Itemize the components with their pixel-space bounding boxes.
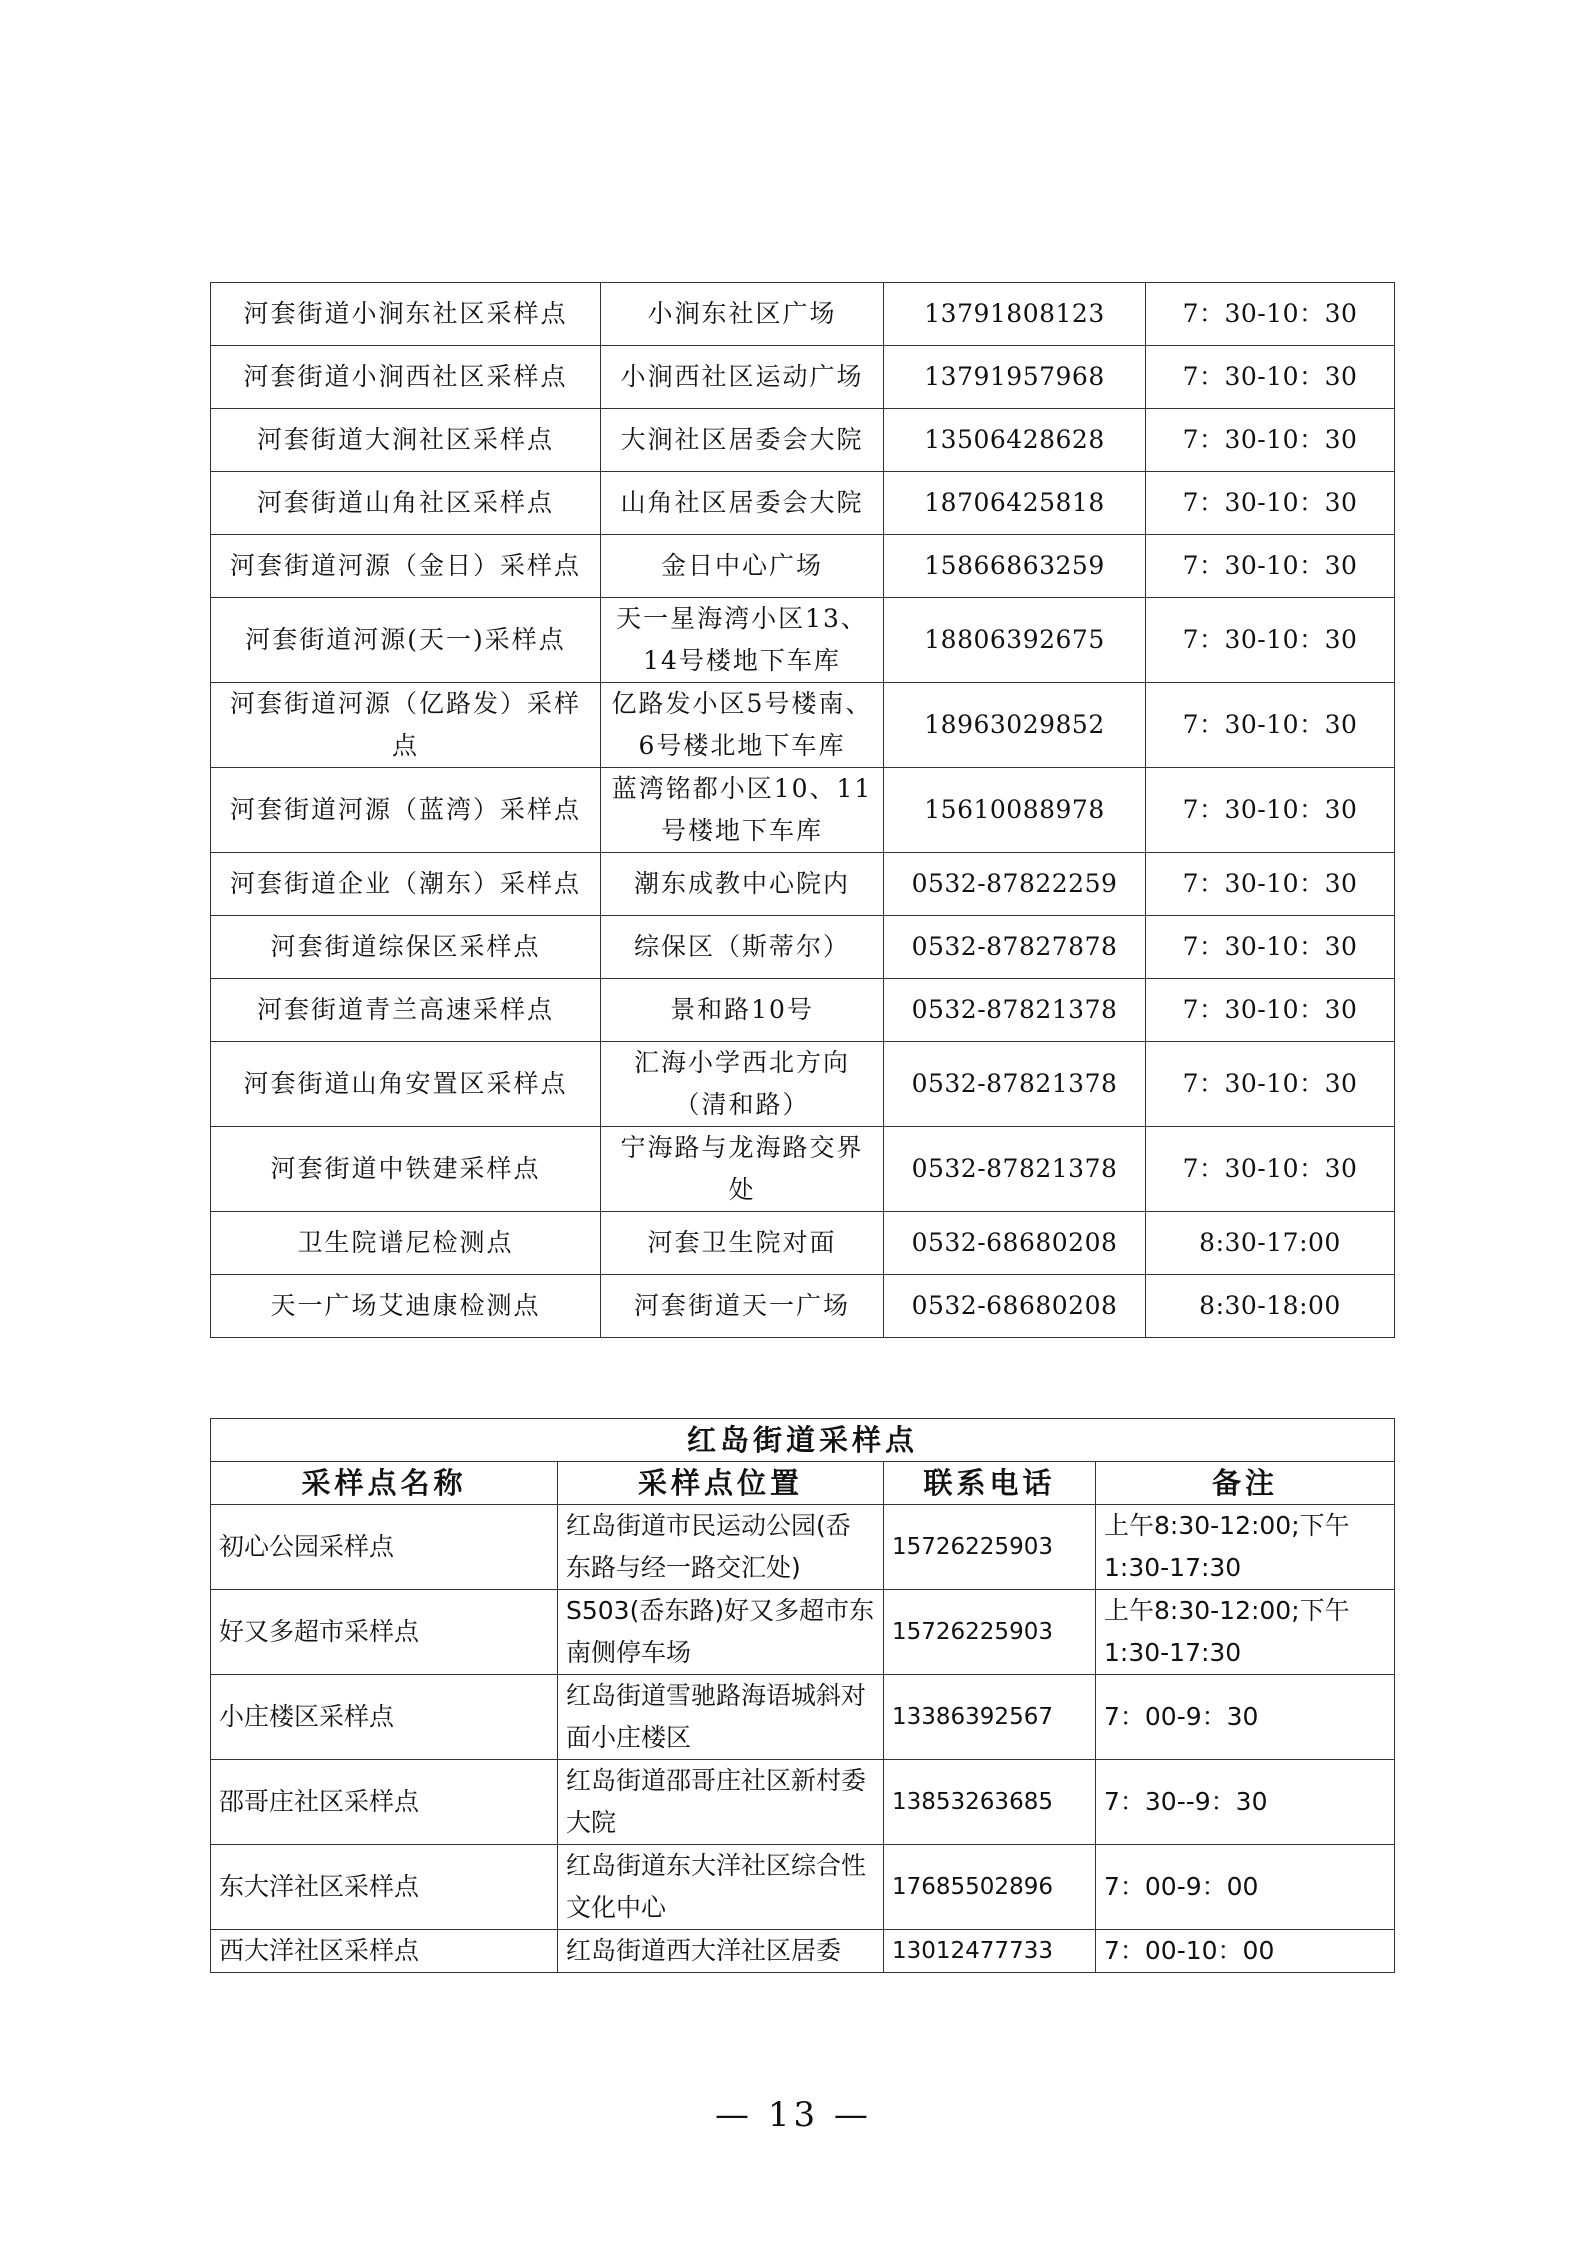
site-phone: 15866863259 (884, 535, 1146, 598)
table-row (211, 1845, 1395, 1930)
site-phone: 13791808123 (884, 283, 1146, 346)
site-location: 河套卫生院对面 (601, 1212, 884, 1275)
table-row (211, 1505, 1395, 1590)
site-phone: 0532-87821378 (884, 979, 1146, 1042)
site-name: 河套街道山角安置区采样点 (211, 1042, 601, 1127)
site-phone: 15726225903 (884, 1590, 1096, 1675)
site-name: 初心公园采样点 (211, 1505, 558, 1590)
site-phone: 17685502896 (884, 1845, 1096, 1930)
table-row (211, 346, 1395, 409)
table-title-row (211, 1419, 1395, 1462)
site-time: 8:30-17:00 (1146, 1212, 1395, 1275)
site-name: 河套街道小涧东社区采样点 (211, 283, 601, 346)
table-row (211, 683, 1395, 768)
site-location: 红岛街道西大洋社区居委 (558, 1930, 884, 1973)
site-name: 天一广场艾迪康检测点 (211, 1275, 601, 1338)
site-location: 山角社区居委会大院 (601, 472, 884, 535)
site-phone: 15610088978 (884, 768, 1146, 853)
site-name: 西大洋社区采样点 (211, 1930, 558, 1973)
site-time: 7：30-10：30 (1146, 409, 1395, 472)
site-phone: 15726225903 (884, 1505, 1096, 1590)
table-row (211, 598, 1395, 683)
site-time: 7：30-10：30 (1146, 346, 1395, 409)
header-location: 采样点位置 (558, 1462, 884, 1505)
site-name: 邵哥庄社区采样点 (211, 1760, 558, 1845)
table-header-row (211, 1462, 1395, 1505)
site-time: 7：30-10：30 (1146, 979, 1395, 1042)
table-row (211, 409, 1395, 472)
site-location: 红岛街道市民运动公园(岙东路与经一路交汇处) (558, 1505, 884, 1590)
hetao-sampling-table (210, 282, 1395, 1338)
site-location: 亿路发小区5号楼南、6号楼北地下车库 (601, 683, 884, 768)
site-phone: 0532-87827878 (884, 916, 1146, 979)
site-location: 蓝湾铭都小区10、11号楼地下车库 (601, 768, 884, 853)
site-name: 河套街道河源(天一)采样点 (211, 598, 601, 683)
table-row (211, 1590, 1395, 1675)
site-phone: 18806392675 (884, 598, 1146, 683)
site-name: 河套街道河源（金日）采样点 (211, 535, 601, 598)
table-row (211, 283, 1395, 346)
site-phone: 0532-87821378 (884, 1127, 1146, 1212)
site-phone: 13853263685 (884, 1760, 1096, 1845)
table-row (211, 979, 1395, 1042)
site-location: 天一星海湾小区13、14号楼地下车库 (601, 598, 884, 683)
header-phone: 联系电话 (884, 1462, 1096, 1505)
site-name: 河套街道综保区采样点 (211, 916, 601, 979)
table-row (211, 535, 1395, 598)
table-title: 红岛街道采样点 (211, 1419, 1395, 1462)
table-row (211, 1275, 1395, 1338)
header-name: 采样点名称 (211, 1462, 558, 1505)
site-name: 河套街道山角社区采样点 (211, 472, 601, 535)
site-name: 东大洋社区采样点 (211, 1845, 558, 1930)
site-name: 河套街道河源（蓝湾）采样点 (211, 768, 601, 853)
site-name: 河套街道小涧西社区采样点 (211, 346, 601, 409)
site-name: 河套街道中铁建采样点 (211, 1127, 601, 1212)
site-phone: 0532-87821378 (884, 1042, 1146, 1127)
site-name: 小庄楼区采样点 (211, 1675, 558, 1760)
table-row (211, 768, 1395, 853)
site-phone: 18963029852 (884, 683, 1146, 768)
site-time: 7：30-10：30 (1146, 768, 1395, 853)
site-name: 好又多超市采样点 (211, 1590, 558, 1675)
site-time: 7：30-10：30 (1146, 916, 1395, 979)
hongdao-sampling-table (210, 1418, 1395, 1973)
site-location: 金日中心广场 (601, 535, 884, 598)
site-location: S503(岙东路)好又多超市东南侧停车场 (558, 1590, 884, 1675)
site-location: 红岛街道雪驰路海语城斜对面小庄楼区 (558, 1675, 884, 1760)
site-location: 小涧东社区广场 (601, 283, 884, 346)
table-row (211, 472, 1395, 535)
site-phone: 13386392567 (884, 1675, 1096, 1760)
site-note: 7：00-9：00 (1096, 1845, 1395, 1930)
site-time: 7：30-10：30 (1146, 283, 1395, 346)
site-location: 红岛街道邵哥庄社区新村委大院 (558, 1760, 884, 1845)
site-phone: 13506428628 (884, 409, 1146, 472)
site-name: 卫生院谱尼检测点 (211, 1212, 601, 1275)
table-row (211, 1212, 1395, 1275)
table-row (211, 1930, 1395, 1973)
site-location: 大涧社区居委会大院 (601, 409, 884, 472)
site-location: 综保区（斯蒂尔） (601, 916, 884, 979)
table-row (211, 1042, 1395, 1127)
table-row (211, 1127, 1395, 1212)
site-phone: 13012477733 (884, 1930, 1096, 1973)
site-location: 河套街道天一广场 (601, 1275, 884, 1338)
site-phone: 18706425818 (884, 472, 1146, 535)
table-row (211, 853, 1395, 916)
site-time: 7：30-10：30 (1146, 1127, 1395, 1212)
page-number: — 13 — (715, 2095, 872, 2135)
table-row (211, 1760, 1395, 1845)
site-phone: 0532-68680208 (884, 1212, 1146, 1275)
site-note: 7：00-9：30 (1096, 1675, 1395, 1760)
site-time: 7：30-10：30 (1146, 598, 1395, 683)
site-time: 7：30-10：30 (1146, 472, 1395, 535)
site-location: 宁海路与龙海路交界处 (601, 1127, 884, 1212)
site-name: 河套街道河源（亿路发）采样点 (211, 683, 601, 768)
site-name: 河套街道青兰高速采样点 (211, 979, 601, 1042)
site-time: 8:30-18:00 (1146, 1275, 1395, 1338)
site-time: 7：30-10：30 (1146, 1042, 1395, 1127)
site-time: 7：30-10：30 (1146, 683, 1395, 768)
site-location: 小涧西社区运动广场 (601, 346, 884, 409)
site-phone: 0532-87822259 (884, 853, 1146, 916)
site-time: 7：30-10：30 (1146, 853, 1395, 916)
site-phone: 13791957968 (884, 346, 1146, 409)
site-location: 景和路10号 (601, 979, 884, 1042)
table-row (211, 916, 1395, 979)
site-location: 潮东成教中心院内 (601, 853, 884, 916)
site-location: 红岛街道东大洋社区综合性文化中心 (558, 1845, 884, 1930)
site-name: 河套街道大涧社区采样点 (211, 409, 601, 472)
site-note: 上午8:30-12:00;下午1:30-17:30 (1096, 1590, 1395, 1675)
header-note: 备注 (1096, 1462, 1395, 1505)
site-phone: 0532-68680208 (884, 1275, 1146, 1338)
table-row (211, 1675, 1395, 1760)
site-time: 7：30-10：30 (1146, 535, 1395, 598)
site-note: 7：00-10：00 (1096, 1930, 1395, 1973)
site-note: 7：30--9：30 (1096, 1760, 1395, 1845)
site-location: 汇海小学西北方向（清和路） (601, 1042, 884, 1127)
site-name: 河套街道企业（潮东）采样点 (211, 853, 601, 916)
site-note: 上午8:30-12:00;下午1:30-17:30 (1096, 1505, 1395, 1590)
